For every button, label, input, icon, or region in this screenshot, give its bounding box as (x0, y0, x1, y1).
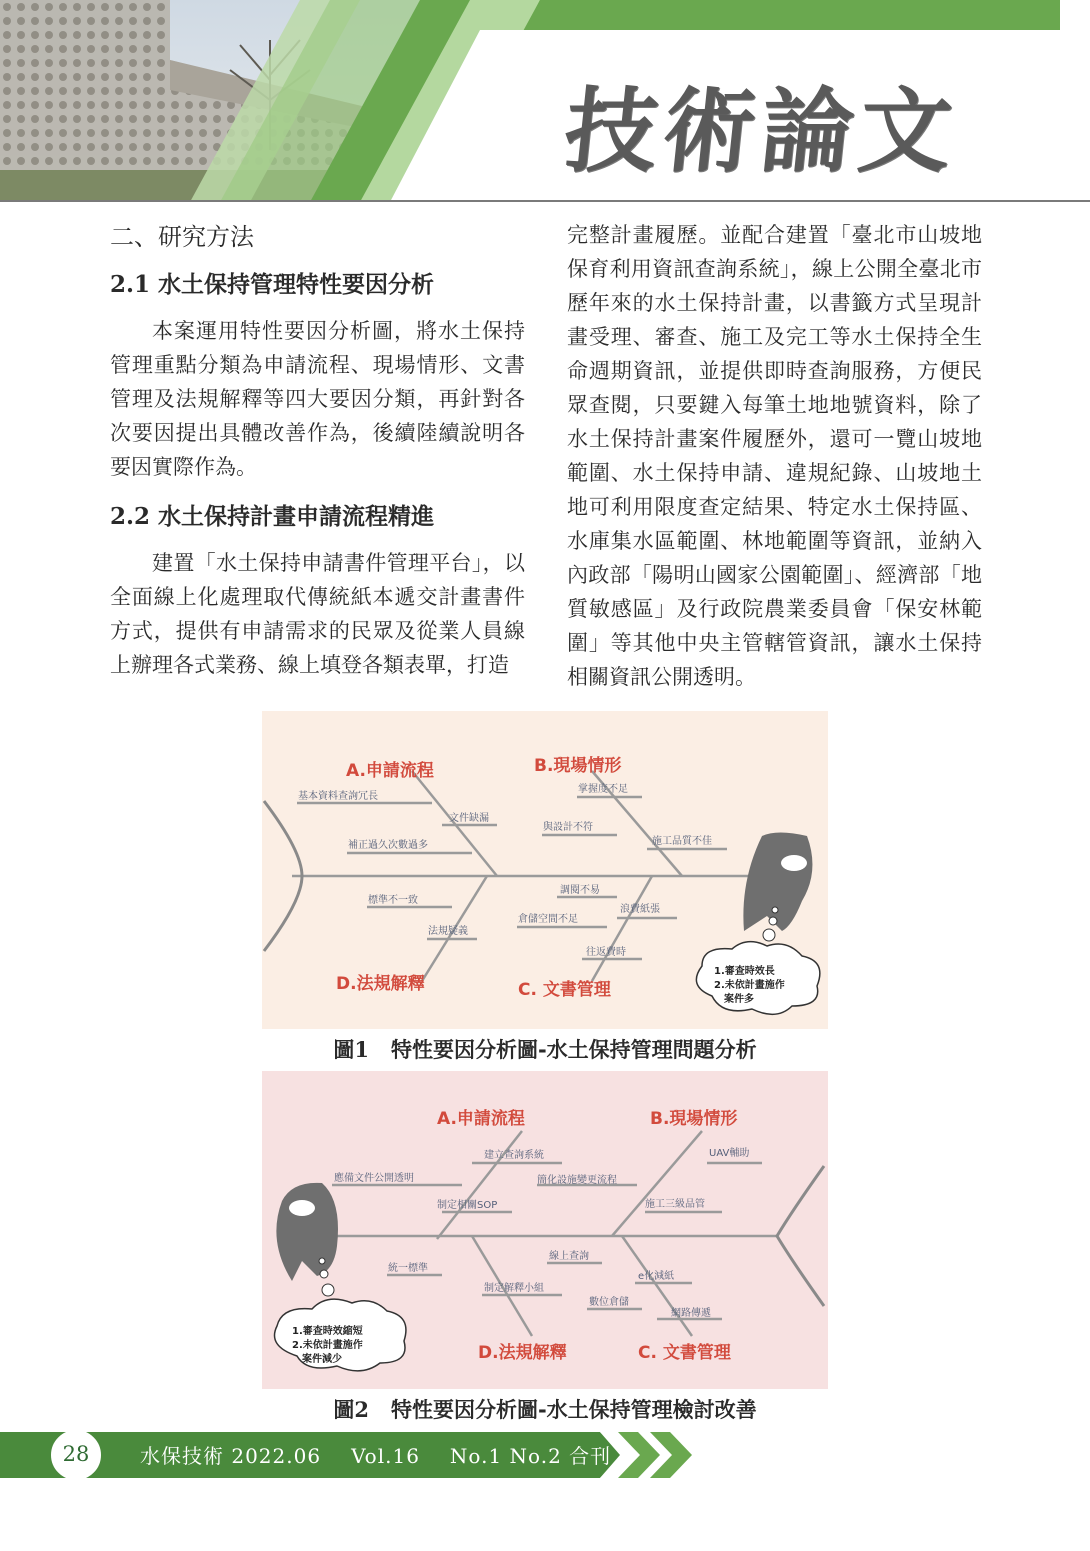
footer-journal-info (140, 1440, 641, 1469)
cloud-line-3: 案件多 (724, 994, 754, 1005)
cloud-line-1: 1.審查時效長 (714, 966, 775, 977)
footer-journal: 水保技術 2022.06 (140, 1444, 322, 1468)
page-header (0, 0, 1090, 202)
figure-2-fishbone (262, 1071, 828, 1389)
d-item-1: 標準不一致 (368, 895, 418, 906)
figure-1-caption (262, 1034, 828, 1064)
b-item-3: 施工三級品管 (645, 1199, 705, 1210)
d-item-2: 制定解釋小組 (484, 1283, 544, 1294)
figure-1-caption-text: 特性要因分析圖-水土保持管理問題分析 (390, 1038, 757, 1062)
c-item-3: 數位倉儲 (589, 1297, 629, 1308)
figure-2-caption (262, 1394, 828, 1424)
left-column (110, 218, 525, 696)
a-item-1: 建立查詢系統 (484, 1150, 544, 1161)
label-category-a: A.申請流程 (437, 1109, 525, 1129)
c-item-1: 線上查詢 (549, 1251, 589, 1262)
header-divider (0, 200, 1090, 202)
c-item-4: 往返費時 (586, 947, 626, 958)
c-item-4: 網路傳遞 (671, 1308, 711, 1319)
cloud-line-2: 2.未依計畫施作 (292, 1340, 363, 1351)
label-category-d: D.法規解釋 (478, 1343, 567, 1363)
d-item-2: 法規疑義 (428, 926, 468, 937)
footer-issue: No.1 No.2 合刊 (449, 1444, 612, 1468)
label-category-b: B.現場情形 (650, 1109, 738, 1129)
label-category-a: A.申請流程 (346, 761, 434, 781)
b-item-2: 與設計不符 (543, 822, 593, 833)
fishbone-diagram-2 (262, 1071, 828, 1389)
b-item-1: UAV輔助 (709, 1148, 750, 1159)
section-heading: 二、研究方法 (110, 223, 254, 251)
b-item-3: 施工品質不佳 (652, 836, 712, 847)
label-category-b: B.現場情形 (534, 756, 622, 776)
a-item-1: 基本資料查詢冗長 (298, 791, 378, 802)
b-item-2: 簡化設施變更流程 (537, 1175, 617, 1186)
figure-1-number: 圖1 (333, 1037, 369, 1062)
c-item-1: 調閱不易 (560, 885, 600, 896)
section-title: 技術論文 (559, 77, 963, 185)
page-number: 28 (62, 1442, 90, 1466)
figure-2-number: 圖2 (333, 1397, 369, 1422)
a-item-2: 應備文件公開透明 (334, 1173, 414, 1184)
subsection-heading-2-2: 2.2 水土保持計畫申請流程精進 (110, 503, 435, 530)
fishbone-diagram-1 (262, 711, 828, 1029)
a-item-2: 文件缺漏 (449, 813, 489, 824)
d-item-1: 統一標準 (388, 1263, 428, 1274)
c-item-3: 倉儲空間不足 (518, 914, 578, 925)
cloud-line-3: 案件減少 (302, 1354, 342, 1365)
a-item-3: 補正過久次數過多 (348, 840, 428, 851)
footer-volume: Vol.16 (351, 1444, 420, 1468)
c-item-2: e化減紙 (638, 1271, 675, 1282)
c-item-2: 浪費紙張 (620, 904, 660, 915)
label-category-c: C. 文書管理 (638, 1343, 731, 1363)
cloud-line-1: 1.審查時效縮短 (292, 1326, 363, 1337)
label-category-c: C. 文書管理 (518, 980, 611, 1000)
paragraph-2-1: 本案運用特性要因分析圖，將水土保持管理重點分類為申請流程、現場情形、文書管理及法規解釋等四大要因分類，再針對各次要因提出具體改善作為，後續陸續說明各要因實際作為。 (110, 319, 525, 479)
cloud-line-2: 2.未依計畫施作 (714, 980, 785, 991)
figure-2-caption-text: 特性要因分析圖-水土保持管理檢討改善 (390, 1398, 757, 1422)
figure-1-fishbone (262, 711, 828, 1029)
result-cloud (696, 942, 819, 1015)
a-item-3: 制定相關SOP (437, 1200, 498, 1211)
fish-head (276, 1183, 338, 1281)
paragraph-2-2: 建置「水土保持申請書件管理平台」，以全面線上化處理取代傳統紙本遞交計畫書件方式，提供有申請需求的民眾及從業人員線上辦理各式業務、線上填登各類表單，打造 (110, 551, 525, 677)
fish-head (743, 833, 812, 932)
b-item-1: 掌握度不足 (578, 784, 628, 795)
right-column (567, 218, 982, 694)
subsection-heading-2-1: 2.1 水土保持管理特性要因分析 (110, 271, 435, 298)
paragraph-continued: 完整計畫履歷。並配合建置「臺北市山坡地保育利用資訊查詢系統」，線上公開全臺北市歷年來的水土保持計畫，以書籤方式呈現計畫受理、審查、施工及完工等水土保持全生命週期資訊，並提供即時查詢服務，方便民眾查閱，只要鍵入每筆土地地號資料，除了水土保持計畫案件履歷外，還可一覽山坡地範圍、水土保持申請、違規紀錄、山坡地土地可利用限度查定結果、特定水土保持區、水庫集水區範圍、林地範圍等資訊，並納入內政部「陽明山國家公園範圍」、經濟部「地質敏感區」及行政院農業委員會「保安林範圍」等其他中央主管轄管資訊，讓水土保持相關資訊公開透明。 (567, 223, 982, 689)
label-category-d: D.法規解釋 (336, 974, 425, 994)
